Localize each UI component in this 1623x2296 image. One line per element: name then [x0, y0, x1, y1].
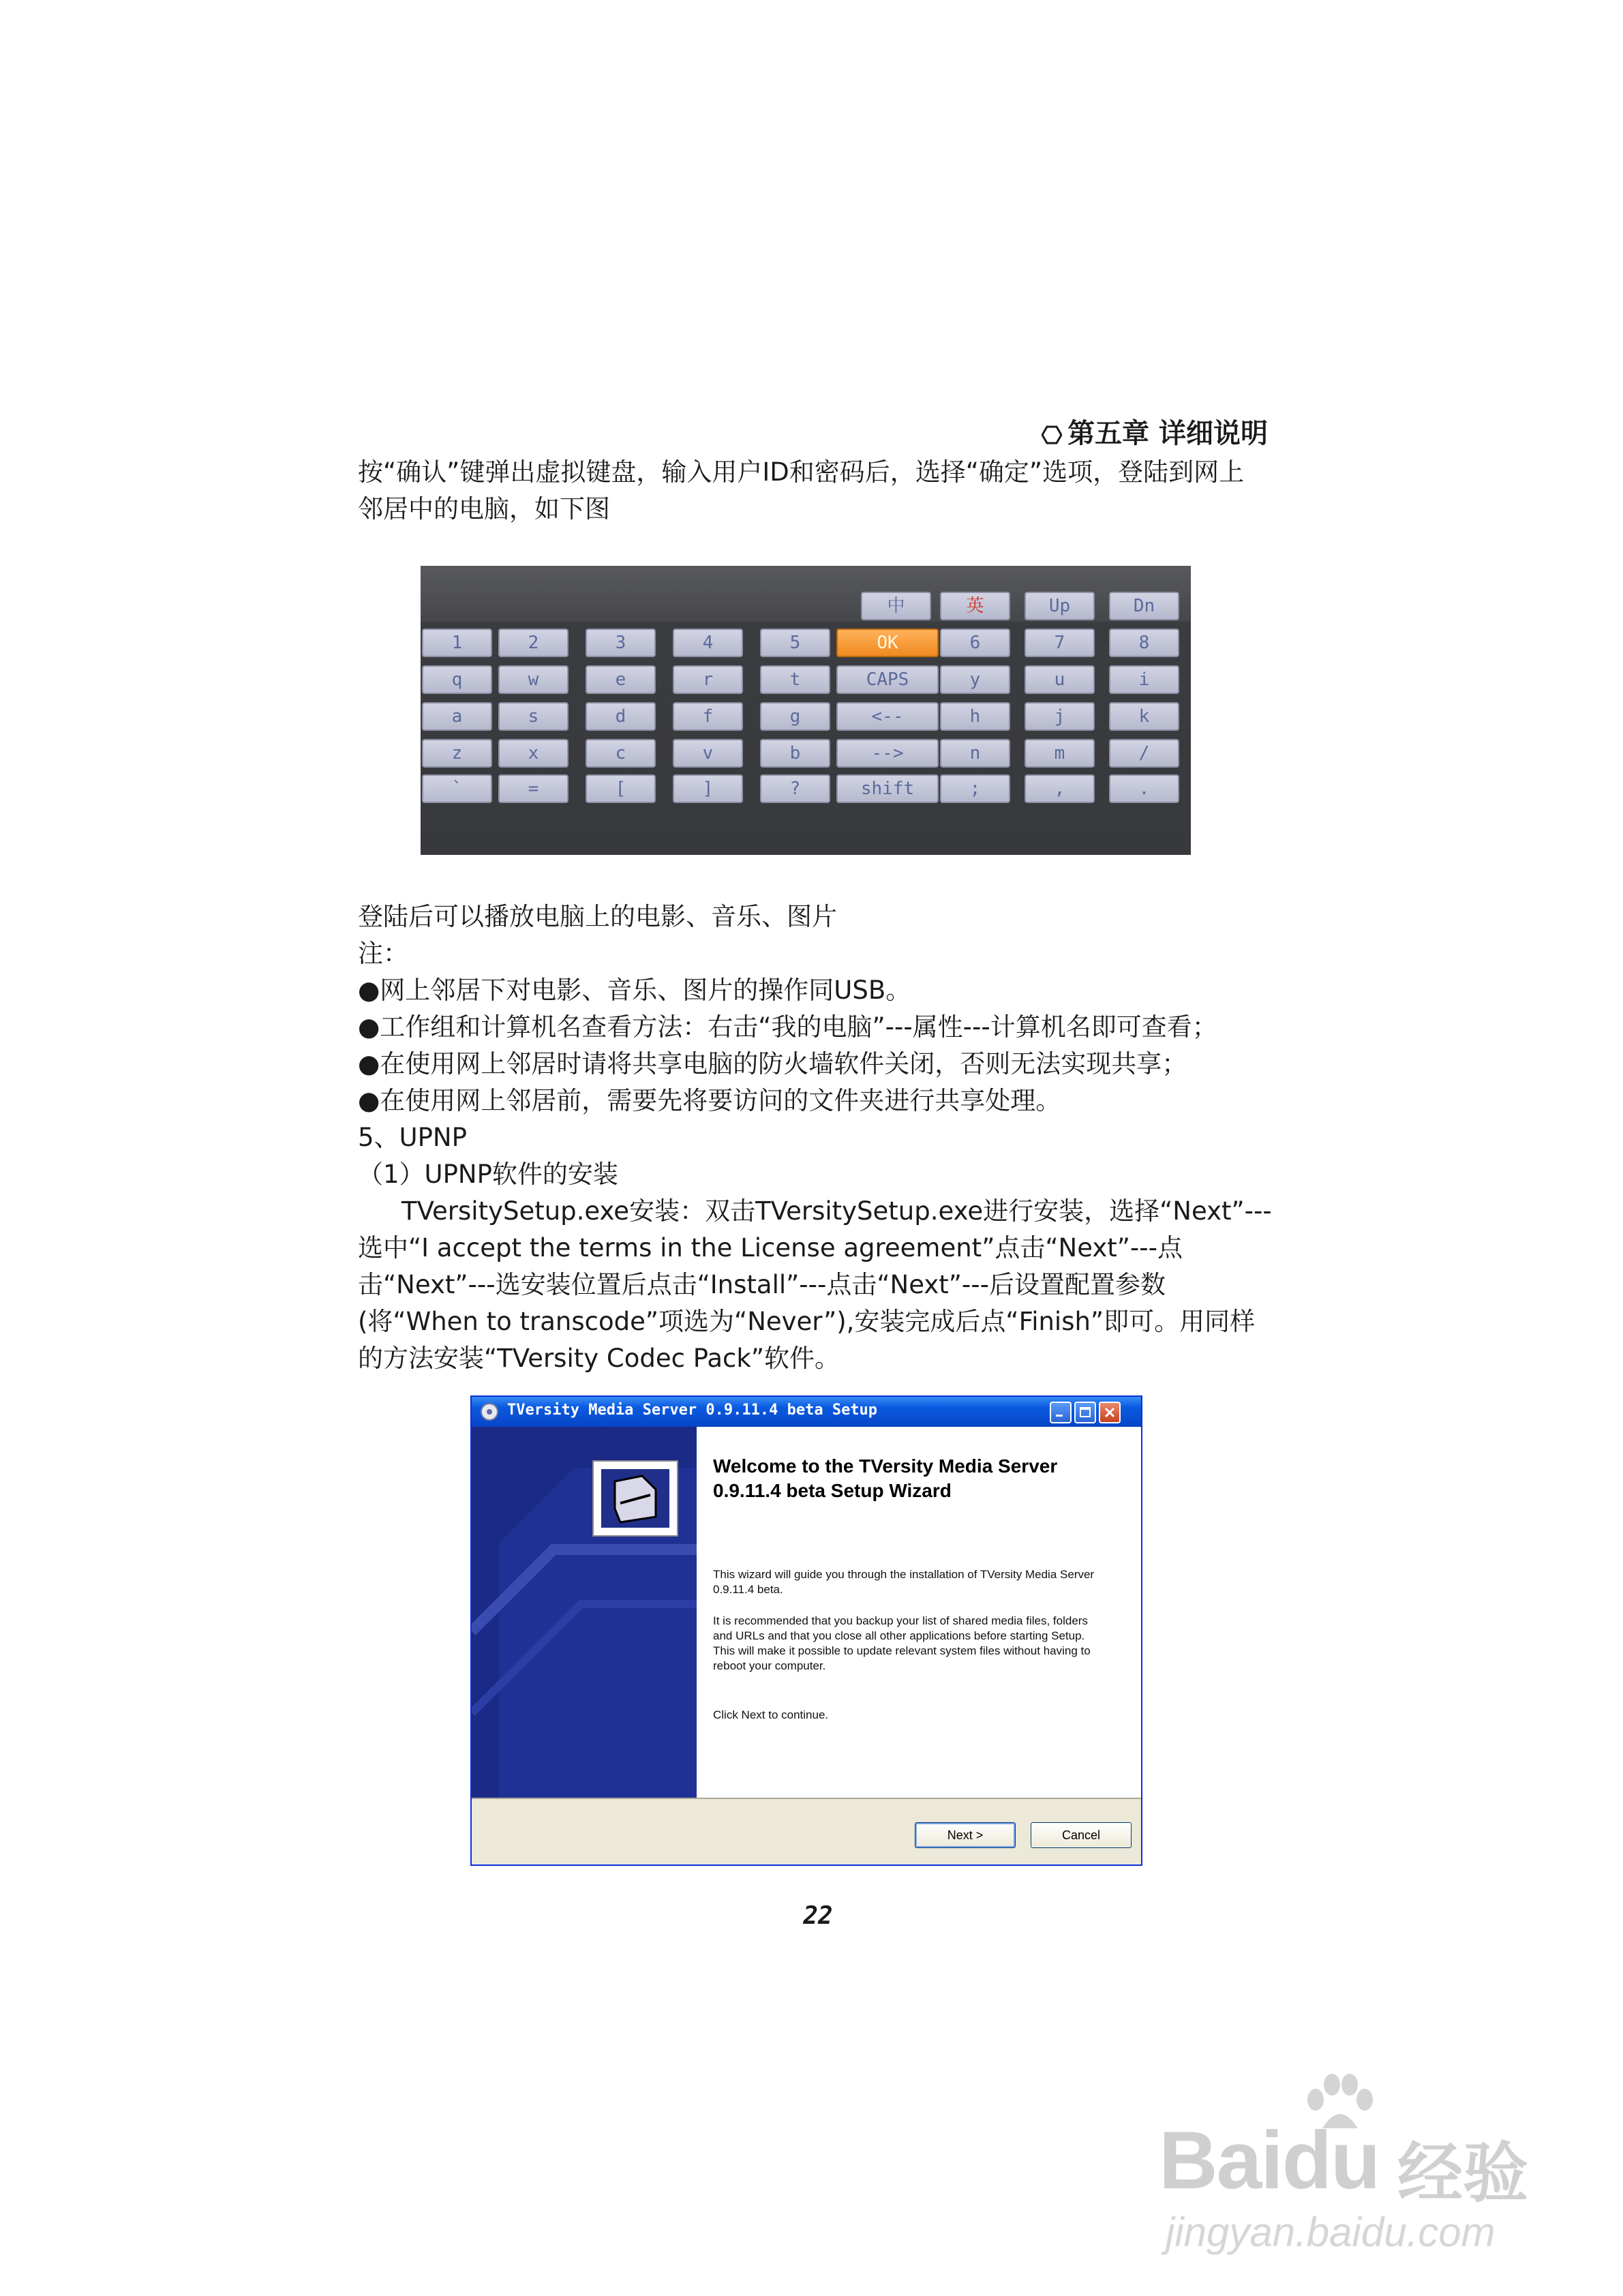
close-icon [1103, 1406, 1117, 1419]
subsection-heading-install: （1）UPNP软件的安装 [358, 1160, 618, 1189]
key-1-4[interactable]: 5 [760, 629, 830, 657]
wizard-banner [472, 1427, 697, 1798]
intro-line-1: 按“确认”键弹出虚拟键盘，输入用户ID和密码后，选择“确定”选项，登陆到网上 [358, 457, 1245, 487]
minimize-icon [1054, 1406, 1067, 1419]
page-number: 22 [803, 1902, 833, 1930]
key-3-6[interactable]: h [940, 702, 1010, 731]
key-3-7[interactable]: j [1025, 702, 1095, 731]
close-button[interactable] [1099, 1402, 1121, 1423]
key-4-6[interactable]: n [940, 739, 1010, 768]
key-5-7[interactable]: , [1025, 774, 1095, 803]
watermark-jingyan: 经验 [1397, 2135, 1528, 2211]
cancel-button[interactable]: Cancel [1031, 1822, 1132, 1848]
key-1-8[interactable]: 8 [1109, 629, 1179, 657]
key-3-1[interactable]: s [498, 702, 568, 731]
key-4-5[interactable]: --> [836, 739, 939, 768]
install-paragraph: TVersitySetup.exe安装：双击TVersitySetup.exe进行安装，选择“Next”---选中“I accept the terms in the License agreement”点击“Next”---点击“Next”---选安装位置后点击“Install”---点击“Next”---后设置配置参数(将“When to transcode”项选为“Never”),安装完成后点“Finish”即可。用同样的方法安装“TVersity Codec Pack”软件。 [358, 1196, 1272, 1373]
key-4-8[interactable]: / [1109, 739, 1179, 768]
key-2-3[interactable]: r [673, 665, 743, 694]
key-5-3[interactable]: ] [673, 774, 743, 803]
key-3-5[interactable]: <-- [836, 702, 939, 731]
key-0-2[interactable]: Up [1025, 592, 1095, 620]
watermark-url: jingyan.baidu.com [1166, 2209, 1496, 2255]
key-3-8[interactable]: k [1109, 702, 1179, 731]
wizard-recommend-text: It is recommended that you backup your list of shared media files, folders and URLs and that you close all other applications before starting Setup. This will make it possible to update relevant system files without having to reboot your computer. [713, 1614, 1091, 1672]
next-button[interactable]: Next > [915, 1822, 1016, 1848]
key-2-8[interactable]: i [1109, 665, 1179, 694]
key-1-0[interactable]: 1 [422, 629, 492, 657]
key-5-5[interactable]: shift [836, 774, 939, 803]
banner-graphic [472, 1427, 697, 1798]
key-2-0[interactable]: q [422, 665, 492, 694]
key-5-0[interactable]: ` [422, 774, 492, 803]
key-5-4[interactable]: ? [760, 774, 830, 803]
wizard-continue-text: Click Next to continue. [713, 1708, 829, 1721]
key-5-6[interactable]: ; [940, 774, 1010, 803]
key-1-7[interactable]: 7 [1025, 629, 1095, 657]
key-1-2[interactable]: 3 [586, 629, 656, 657]
key-1-6[interactable]: 6 [940, 629, 1010, 657]
key-5-1[interactable]: = [498, 774, 568, 803]
note-item-2: ●工作组和计算机名查看方法：右击“我的电脑”---属性---计算机名即可查看； [358, 1012, 1217, 1042]
key-1-1[interactable]: 2 [498, 629, 568, 657]
note-item-4: ●在使用网上邻居前，需要先将要访问的文件夹进行共享处理。 [358, 1086, 1061, 1115]
wizard-title: TVersity Media Server 0.9.11.4 beta Setup [507, 1402, 878, 1419]
key-4-7[interactable]: m [1025, 739, 1095, 768]
key-4-0[interactable]: z [422, 739, 492, 768]
key-4-3[interactable]: v [673, 739, 743, 768]
key-2-2[interactable]: e [586, 665, 656, 694]
note-label: 注： [358, 939, 408, 968]
chapter-title: 第五章 详细说明 [1067, 418, 1268, 449]
hexagon-icon [1042, 421, 1062, 452]
intro-line-2: 邻居中的电脑，如下图 [358, 494, 610, 524]
wizard-heading: Welcome to the TVersity Media Server 0.9.11.4 beta Setup Wizard [713, 1455, 1058, 1501]
key-2-6[interactable]: y [940, 665, 1010, 694]
key-3-0[interactable]: a [422, 702, 492, 731]
note-item-1: ●网上邻居下对电影、音乐、图片的操作同USB。 [358, 976, 911, 1005]
chapter-header [1036, 412, 1268, 453]
wizard-titlebar [472, 1397, 1141, 1427]
key-0-1[interactable]: 英 [940, 592, 1010, 620]
watermark-brand: Baidu [1159, 2115, 1380, 2206]
key-3-3[interactable]: f [673, 702, 743, 731]
wizard-content [697, 1427, 1141, 1798]
key-4-1[interactable]: x [498, 739, 568, 768]
key-2-7[interactable]: u [1025, 665, 1095, 694]
baidu-watermark [1159, 2072, 1581, 2263]
installer-icon [480, 1402, 499, 1421]
key-1-3[interactable]: 4 [673, 629, 743, 657]
key-4-2[interactable]: c [586, 739, 656, 768]
maximize-icon [1078, 1406, 1092, 1419]
key-0-0[interactable]: 中 [861, 592, 931, 620]
maximize-button[interactable] [1074, 1402, 1096, 1423]
key-3-2[interactable]: d [586, 702, 656, 731]
key-5-8[interactable]: . [1109, 774, 1179, 803]
section-heading-upnp: 5、UPNP [358, 1123, 467, 1152]
key-1-5[interactable]: OK [836, 629, 939, 657]
wizard-divider [472, 1798, 1141, 1799]
key-4-4[interactable]: b [760, 739, 830, 768]
minimize-button[interactable] [1050, 1402, 1072, 1423]
key-5-2[interactable]: [ [586, 774, 656, 803]
after-line-1: 登陆后可以播放电脑上的电影、音乐、图片 [358, 902, 837, 931]
key-0-3[interactable]: Dn [1109, 592, 1179, 620]
key-3-4[interactable]: g [760, 702, 830, 731]
key-2-1[interactable]: w [498, 665, 568, 694]
key-2-4[interactable]: t [760, 665, 830, 694]
virtual-keyboard-photo [421, 566, 1191, 855]
setup-wizard-window [470, 1395, 1142, 1866]
note-item-3: ●在使用网上邻居时请将共享电脑的防火墙软件关闭，否则无法实现共享； [358, 1049, 1187, 1078]
key-2-5[interactable]: CAPS [836, 665, 939, 694]
wizard-intro-text: This wizard will guide you through the installation of TVersity Media Server 0.9.11.4 beta. [713, 1568, 1095, 1596]
